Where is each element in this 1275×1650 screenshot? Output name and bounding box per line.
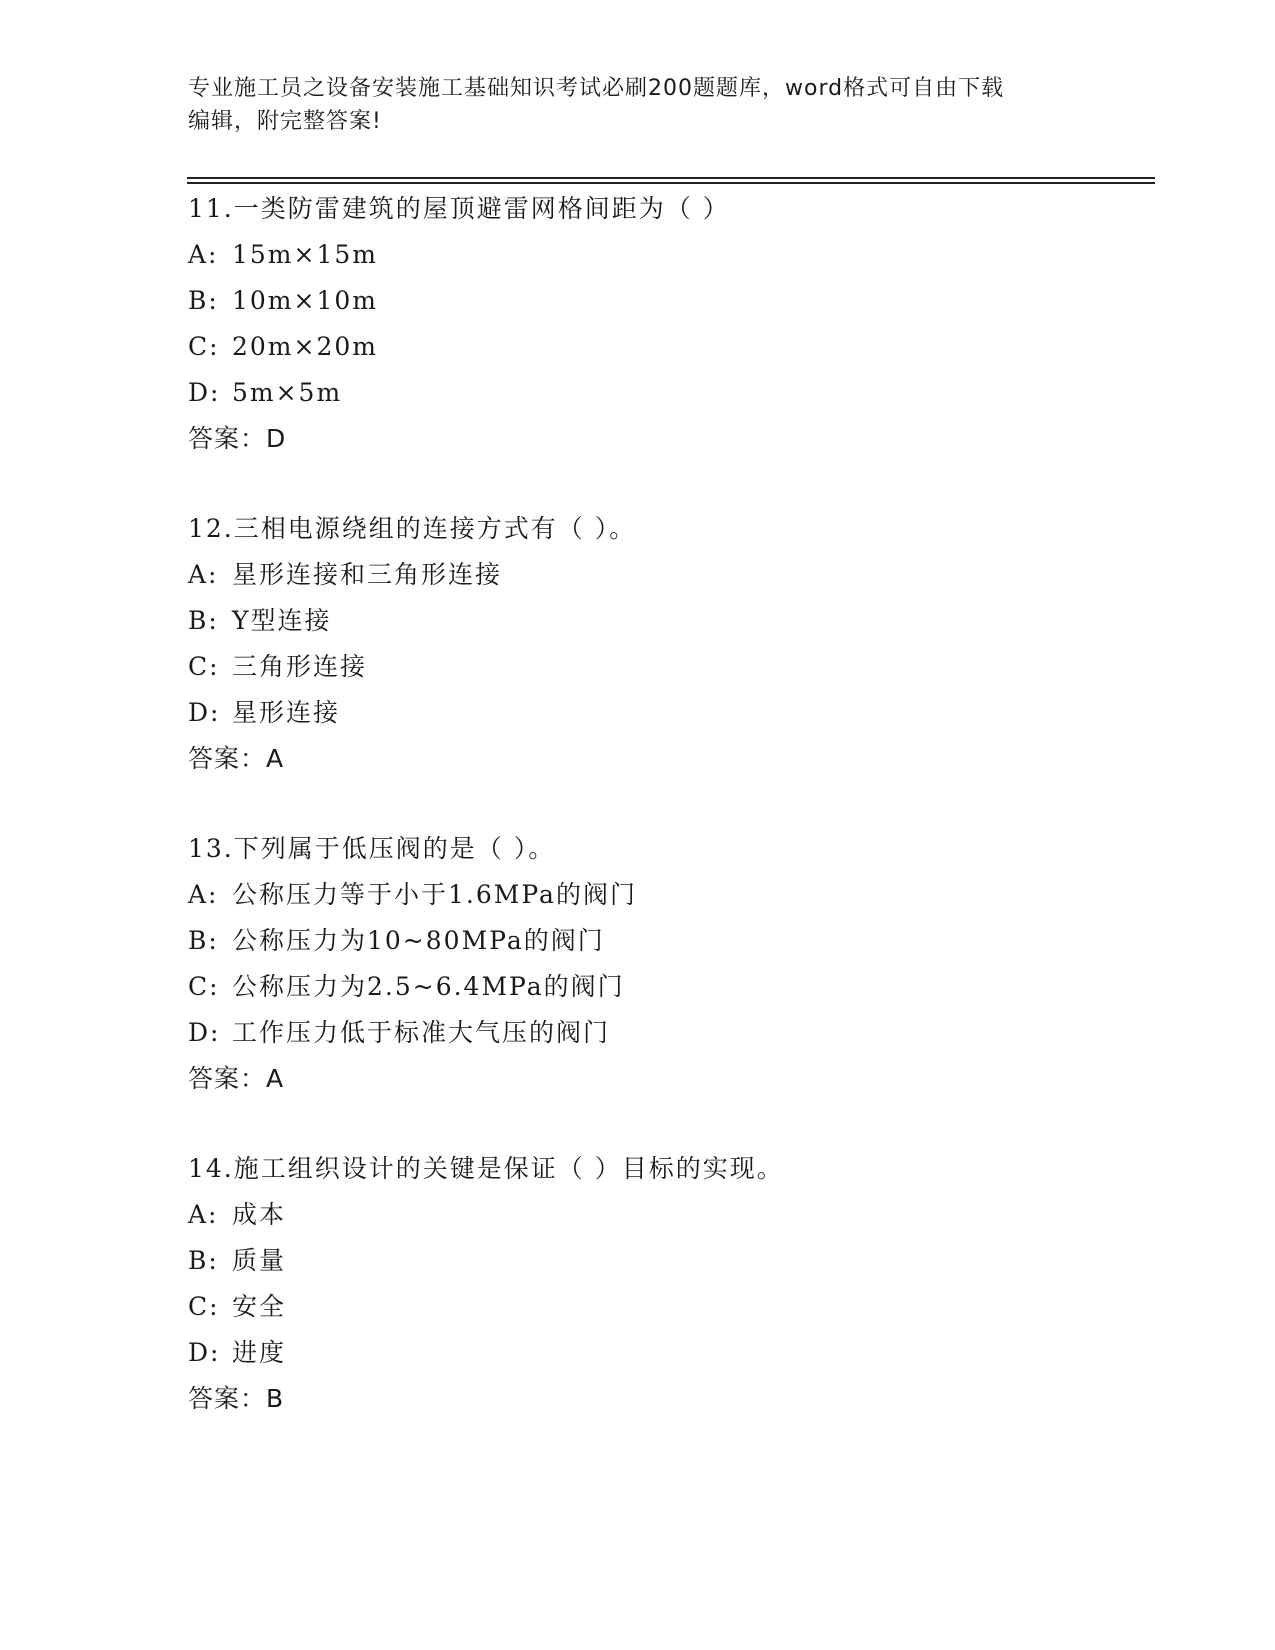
question-11	[188, 186, 1148, 462]
option-text: 公称压力为10~80MPa的阀门	[232, 926, 605, 955]
option-a	[188, 232, 1148, 278]
option-b	[188, 278, 1148, 324]
question-14	[188, 1146, 1148, 1422]
option-a	[188, 1192, 1148, 1238]
question-stem: 11.一类防雷建筑的屋顶避雷网格间距为（ ）	[188, 194, 730, 223]
option-text: 进度	[232, 1338, 287, 1367]
option-text: 20m×20m	[232, 332, 378, 361]
option-text: 星形连接	[232, 698, 341, 727]
option-text: 公称压力等于小于1.6MPa的阀门	[232, 880, 637, 909]
option-letter: D:	[188, 378, 221, 407]
option-letter: B:	[188, 1246, 219, 1275]
question-stem: 13.下列属于低压阀的是（ ）。	[188, 834, 556, 863]
option-a	[188, 552, 1148, 598]
option-d	[188, 370, 1148, 416]
header-line-1: 专业施工员之设备安装施工基础知识考试必刷200题题库，word格式可自由下载	[188, 76, 1005, 101]
option-c	[188, 1284, 1148, 1330]
option-letter: B:	[188, 286, 219, 315]
header-rule-top	[187, 177, 1155, 179]
option-text: 15m×15m	[232, 240, 378, 269]
option-letter: D:	[188, 1018, 221, 1047]
question-stem: 14.施工组织设计的关键是保证（ ）目标的实现。	[188, 1154, 784, 1183]
option-text: 工作压力低于标准大气压的阀门	[232, 1018, 611, 1047]
option-letter: A:	[188, 240, 219, 269]
question-12	[188, 506, 1148, 782]
option-b	[188, 918, 1148, 964]
option-d	[188, 690, 1148, 736]
header-line-2: 编辑，附完整答案!	[188, 109, 382, 134]
option-c	[188, 964, 1148, 1010]
answer-line: 答案：A	[188, 1064, 285, 1093]
option-letter: B:	[188, 926, 219, 955]
option-d	[188, 1010, 1148, 1056]
answer-line: 答案：B	[188, 1384, 285, 1413]
option-letter: A:	[188, 1200, 219, 1229]
option-letter: B:	[188, 606, 219, 635]
option-b	[188, 1238, 1148, 1284]
option-letter: D:	[188, 1338, 221, 1367]
option-text: Y型连接	[232, 606, 332, 635]
option-text: 星形连接和三角形连接	[232, 560, 503, 589]
option-text: 三角形连接	[232, 652, 368, 681]
question-stem: 12.三相电源绕组的连接方式有（ ）。	[188, 514, 637, 543]
option-letter: A:	[188, 560, 219, 589]
option-c	[188, 644, 1148, 690]
option-letter: D:	[188, 698, 221, 727]
option-letter: C:	[188, 332, 220, 361]
option-text: 公称压力为2.5~6.4MPa的阀门	[232, 972, 625, 1001]
option-text: 质量	[232, 1246, 287, 1275]
option-c	[188, 324, 1148, 370]
option-d	[188, 1330, 1148, 1376]
option-text: 安全	[232, 1292, 287, 1321]
option-letter: C:	[188, 652, 220, 681]
answer-line: 答案：A	[188, 744, 285, 773]
option-text: 5m×5m	[232, 378, 343, 407]
answer-line: 答案：D	[188, 424, 287, 453]
option-text: 成本	[232, 1200, 287, 1229]
document-header	[188, 72, 1088, 138]
header-rule-bottom	[187, 182, 1155, 184]
option-letter: A:	[188, 880, 219, 909]
option-text: 10m×10m	[232, 286, 378, 315]
question-13	[188, 826, 1148, 1102]
option-letter: C:	[188, 1292, 220, 1321]
option-b	[188, 598, 1148, 644]
option-letter: C:	[188, 972, 220, 1001]
option-a	[188, 872, 1148, 918]
